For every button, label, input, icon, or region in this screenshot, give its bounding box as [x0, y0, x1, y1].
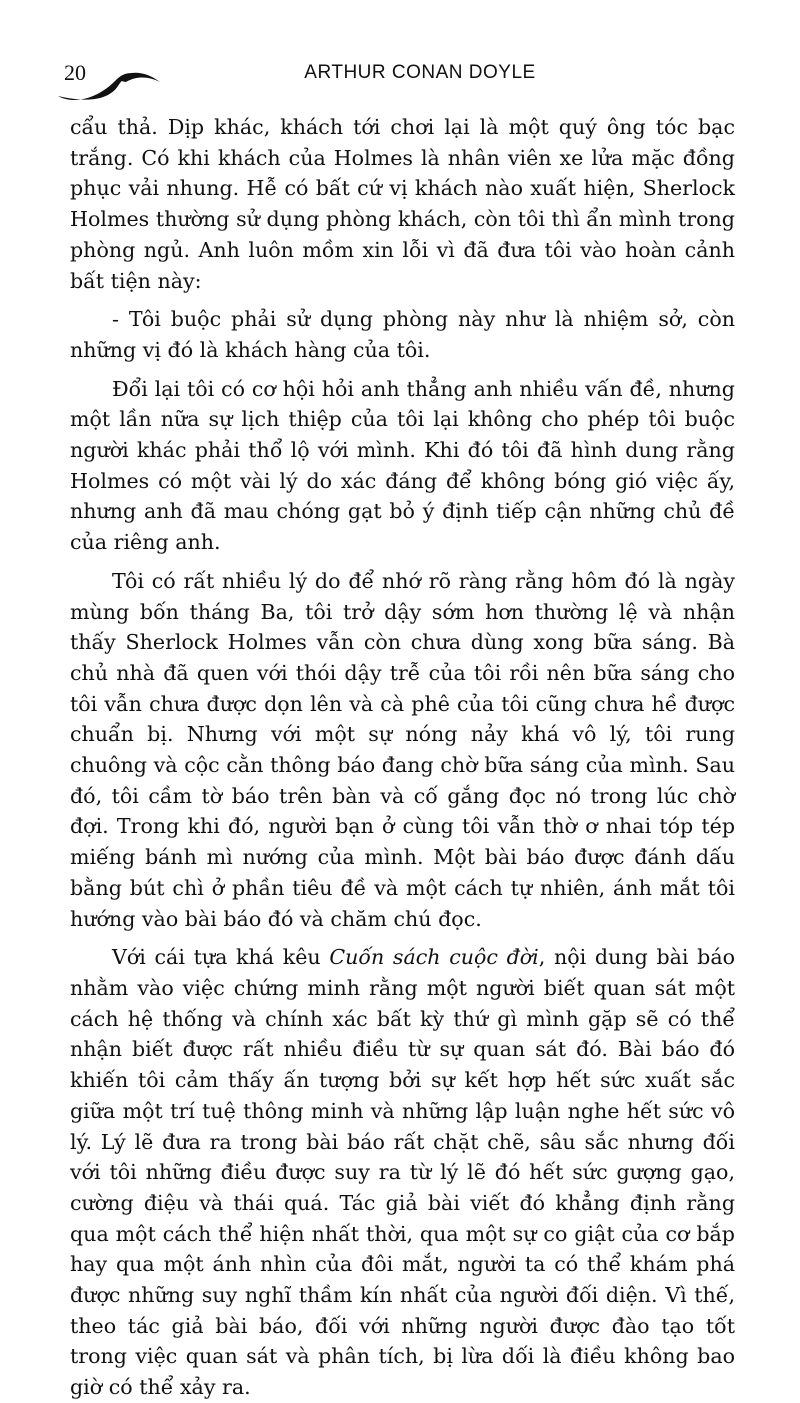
paragraph-3: Đổi lại tôi có cơ hội hỏi anh thẳng anh nhiều vấn đề, nhưng một lần nữa sự lịch thiệp của tôi lại không cho phép tôi buộc người khác phải thổ lộ với mình. Khi đó tôi đã hình dung rằng Holmes có một vài lý do xác đáng để không bóng gió việc ấy, nhưng anh đã mau chóng gạt bỏ ý định tiếp cận những chủ đề của riêng anh. [70, 376, 735, 555]
paragraph-5-rest: , nội dung bài báo nhằm vào việc chứng minh rằng một người biết quan sát một cách hệ thống và chính xác bất kỳ thứ gì mình gặp sẽ có thể nhận biết được rất nhiều điều từ sự quan sát đó. Bài báo đó khiến tôi cảm thấy ấn tượng bởi sự kết hợp hết sức xuất sắc giữa một trí tuệ thông minh và những lập luận nghe hết sức vô lý. Lý lẽ đưa ra trong bài báo rất chặt chẽ, sâu sắc nhưng đối với tôi những điều được suy ra từ lý lẽ đó hết sức gượng gạo, cường điệu và thái quá. Tác giả bài viết đó khẳng định rằng qua một cách thể hiện nhất thời, qua một sự co giật của cơ bắp hay qua một ánh nhìn của đôi mắt, người ta có thể khám phá được những suy nghĩ thầm kín nhất của người đối diện. Vì thế, theo tác giả bài báo, đối với những người được đào tạo tốt trong việc quan sát và phân tích, bị lừa dối là điều không bao giờ có thể xảy ra. [70, 945, 736, 1400]
running-title: ARTHUR CONAN DOYLE [304, 62, 536, 83]
paragraph-2-dialogue: - Tôi buộc phải sử dụng phòng này như là nhiệm sở, còn những vị đó là khách hàng của tôi. [70, 307, 735, 362]
book-title: Cuốn sách cuộc đời [329, 945, 539, 970]
paragraph-5-intro: Với cái tựa khá kêu [112, 945, 330, 970]
paragraph-5 [70, 942, 735, 1403]
page-header [0, 58, 800, 108]
body-text [70, 112, 735, 1403]
paragraph-4: Tôi có rất nhiều lý do để nhớ rõ ràng rằng hôm đó là ngày mùng bốn tháng Ba, tôi trở dậy sớm hơn thường lệ và nhận thấy Sherlock Holmes vẫn còn chưa dùng xong bữa sáng. Bà chủ nhà đã quen với thói dậy trễ của tôi rồi nên bữa sáng cho tôi vẫn chưa được dọn lên và cà phê của tôi cũng chưa hề được chuẩn bị. Nhưng với một sự nóng nảy khá vô lý, tôi rung chuông và cộc cằn thông báo đang chờ bữa sáng của mình. Sau đó, tôi cầm tờ báo trên bàn và cố gắng đọc nó trong lúc chờ đợi. Trong khi đó, người bạn ở cùng tôi vẫn thờ ơ nhai tóp tép miếng bánh mì nướng của mình. Một bài báo được đánh dấu bằng bút chì ở phần tiêu đề và một cách tự nhiên, ánh mắt tôi hướng vào bài báo đó và chăm chú đọc. [70, 568, 735, 931]
page-number: 20 [64, 60, 86, 85]
paragraph-1: cẩu thả. Dịp khác, khách tới chơi lại là một quý ông tóc bạc trắng. Có khi khách của Holmes là nhân viên xe lửa mặc đồng phục vải nhung. Hễ có bất cứ vị khách nào xuất hiện, Sherlock Holmes thường sử dụng phòng khách, còn tôi thì ẩn mình trong phòng ngủ. Anh luôn mồm xin lỗi vì đã đưa tôi vào hoàn cảnh bất tiện này: [70, 115, 735, 293]
